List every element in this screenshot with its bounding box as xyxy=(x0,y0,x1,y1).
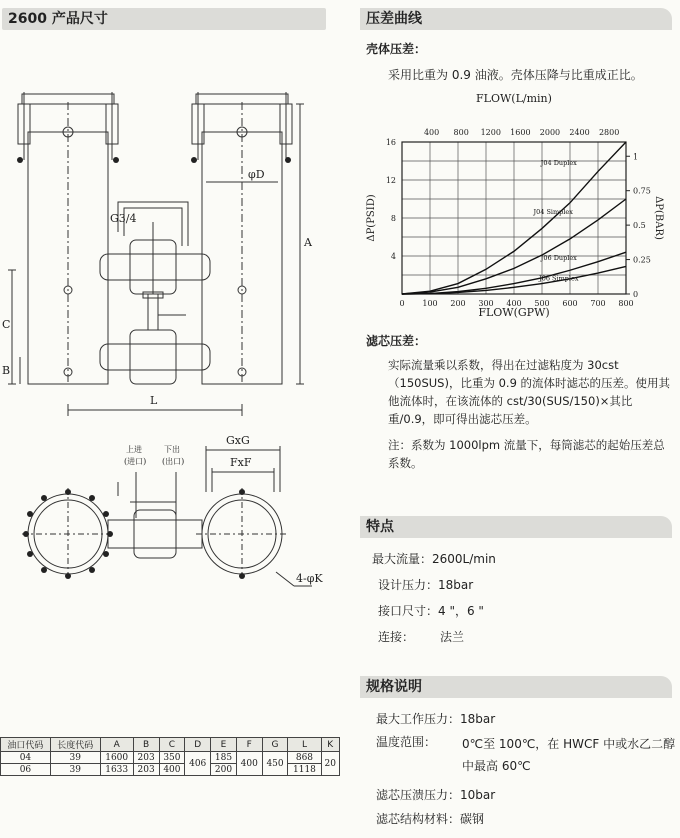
pressure-curve-title: 压差曲线 xyxy=(360,8,672,30)
table-row xyxy=(1,764,340,776)
label-fxf: FxF xyxy=(230,456,252,469)
top-tick-label: 2400 xyxy=(569,128,590,137)
spec-label: 滤芯压溃压力： xyxy=(376,788,461,802)
label-a: A xyxy=(304,236,312,249)
cell-g: 450 xyxy=(262,752,288,776)
label-phid: φD xyxy=(248,168,265,181)
spec-label: 温度范围： xyxy=(376,735,437,749)
series-label-3: J06 Simplex xyxy=(539,274,579,283)
label-l: L xyxy=(150,394,158,407)
y2-axis-label: ΔP(BAR) xyxy=(653,196,664,240)
plan-manifold xyxy=(108,520,202,548)
feature-value: 2600L/min xyxy=(432,552,496,566)
housing-pressure-text: 采用比重为 0.9 油液。壳体压降与比重成正比。 xyxy=(388,68,643,82)
th-l: L xyxy=(288,738,321,752)
feature-label: 设计压力： xyxy=(378,578,439,592)
spec-value: 0℃至 100℃，在 HWCF 中或水乙二醇中最高 60℃ xyxy=(462,737,676,773)
th-b: B xyxy=(133,738,159,752)
element-pressure-title: 滤芯压差： xyxy=(366,334,427,348)
th-f: F xyxy=(236,738,262,752)
chart-title: FLOW(L/min) xyxy=(476,92,552,105)
series-label-2: J06 Duplex xyxy=(540,253,577,262)
series-label-1: J04 Simplex xyxy=(533,208,573,217)
spec-item xyxy=(376,733,676,777)
product-dimensions-title: 2600 产品尺寸 xyxy=(2,8,326,30)
th-c: C xyxy=(159,738,185,752)
label-gxg: GxG xyxy=(226,434,250,447)
y-tick-label: 12 xyxy=(385,176,396,185)
feature-label: 连接： xyxy=(378,630,415,644)
feature-value: 法兰 xyxy=(440,630,465,644)
pressure-drop-chart xyxy=(362,88,662,318)
element-pressure-note: 注：系数为 1000lpm 流量下，每筒滤芯的起始压差总系数。 xyxy=(388,438,665,470)
top-tick-label: 400 xyxy=(423,128,440,137)
th-length-code: 长度代码 xyxy=(50,738,100,752)
table-header-row xyxy=(1,738,340,752)
spec-item xyxy=(376,786,495,803)
feature-item xyxy=(378,628,464,645)
x-tick-label: 100 xyxy=(422,299,438,308)
feature-value: 18bar xyxy=(438,578,474,592)
x-tick-label: 300 xyxy=(478,299,494,308)
label-outlet: 下出 xyxy=(164,445,180,454)
cell-c: 400 xyxy=(159,764,185,776)
x-tick-label: 0 xyxy=(399,299,405,308)
x-tick-label: 800 xyxy=(618,299,634,308)
upper-manifold xyxy=(100,254,210,280)
cell-port: 04 xyxy=(1,752,51,764)
feature-value: 4 "，6 " xyxy=(438,604,484,618)
cell-l: 868 xyxy=(288,752,321,764)
dimension-table xyxy=(0,737,340,776)
y-tick-label: 16 xyxy=(385,138,396,147)
spec-value: 18bar xyxy=(460,712,496,726)
feature-label: 最大流量： xyxy=(372,552,433,566)
top-tick-label: 2000 xyxy=(539,128,561,137)
x-tick-label: 400 xyxy=(506,299,522,308)
cell-f: 400 xyxy=(236,752,262,776)
cell-b: 203 xyxy=(133,752,159,764)
label-inlet-sub: (进口) xyxy=(124,457,147,466)
cell-e: 200 xyxy=(211,764,237,776)
y2-tick-label: 0.25 xyxy=(633,255,651,265)
cell-a: 1633 xyxy=(100,764,133,776)
housing-pressure-title: 壳体压差： xyxy=(366,42,427,56)
cell-e: 185 xyxy=(211,752,237,764)
label-b: B xyxy=(2,364,11,377)
th-k: K xyxy=(321,738,340,752)
feature-item xyxy=(372,550,496,567)
spec-item xyxy=(376,710,495,727)
x-tick-label: 500 xyxy=(534,299,550,308)
y2-tick-label: 0 xyxy=(633,290,639,299)
top-tick-label: 1200 xyxy=(480,128,501,137)
th-g: G xyxy=(262,738,288,752)
top-tick-label: 800 xyxy=(453,128,469,137)
label-g34: G3/4 xyxy=(110,212,137,225)
cell-len: 39 xyxy=(50,752,100,764)
y-tick-label: 4 xyxy=(390,252,396,261)
th-d: D xyxy=(185,738,211,752)
spec-item xyxy=(376,810,484,827)
x-tick-label: 700 xyxy=(590,299,606,308)
feature-item xyxy=(378,602,484,619)
label-4k: 4-φK xyxy=(296,572,323,585)
label-outlet-sub: (出口) xyxy=(162,457,185,466)
x-tick-label: 200 xyxy=(450,299,466,308)
flange-bolts xyxy=(17,157,291,579)
table-row xyxy=(1,752,340,764)
filter-assembly-drawing xyxy=(0,32,340,760)
cell-port: 06 xyxy=(1,764,51,776)
th-e: E xyxy=(211,738,237,752)
y-axis-label: ΔP(PSID) xyxy=(366,194,377,242)
label-inlet: 上进 xyxy=(126,445,142,454)
spec-value: 碳钢 xyxy=(460,812,485,826)
cell-c: 350 xyxy=(159,752,185,764)
y-tick-label: 8 xyxy=(390,214,396,223)
feature-item xyxy=(378,576,473,593)
x-axis-label: FLOW(GPW) xyxy=(478,306,550,319)
th-a: A xyxy=(100,738,133,752)
cell-len: 39 xyxy=(50,764,100,776)
top-tick-label: 2800 xyxy=(598,128,620,137)
spec-label: 滤芯结构材料： xyxy=(376,812,461,826)
lower-manifold xyxy=(100,344,210,370)
label-c: C xyxy=(2,318,11,331)
series-label-0: J04 Duplex xyxy=(540,158,577,167)
top-tick-label: 1600 xyxy=(510,128,531,137)
y2-tick-label: 0.75 xyxy=(633,186,651,196)
cell-k: 20 xyxy=(321,752,340,776)
y2-tick-label: 0.5 xyxy=(633,221,646,231)
specs-title: 规格说明 xyxy=(360,676,672,698)
x-tick-label: 600 xyxy=(562,299,578,308)
th-port-code: 油口代码 xyxy=(1,738,51,752)
spec-value: 10bar xyxy=(460,788,496,802)
cell-d: 406 xyxy=(185,752,211,776)
cell-l: 1118 xyxy=(288,764,321,776)
feature-label: 接口尺寸： xyxy=(378,604,439,618)
element-pressure-text: 实际流量乘以系数，得出在过滤粘度为 30cst（150SUS)，比重为 0.9 的流体时滤芯的压差。使用其他流体时，在该流体的 cst/30(SUS/150)×其比重/0.9，即可得出滤芯压差。 xyxy=(388,358,671,426)
cell-a: 1600 xyxy=(100,752,133,764)
cell-b: 203 xyxy=(133,764,159,776)
features-title: 特点 xyxy=(360,516,672,538)
y2-tick-label: 1 xyxy=(633,152,639,162)
spec-label: 最大工作压力： xyxy=(376,712,461,726)
